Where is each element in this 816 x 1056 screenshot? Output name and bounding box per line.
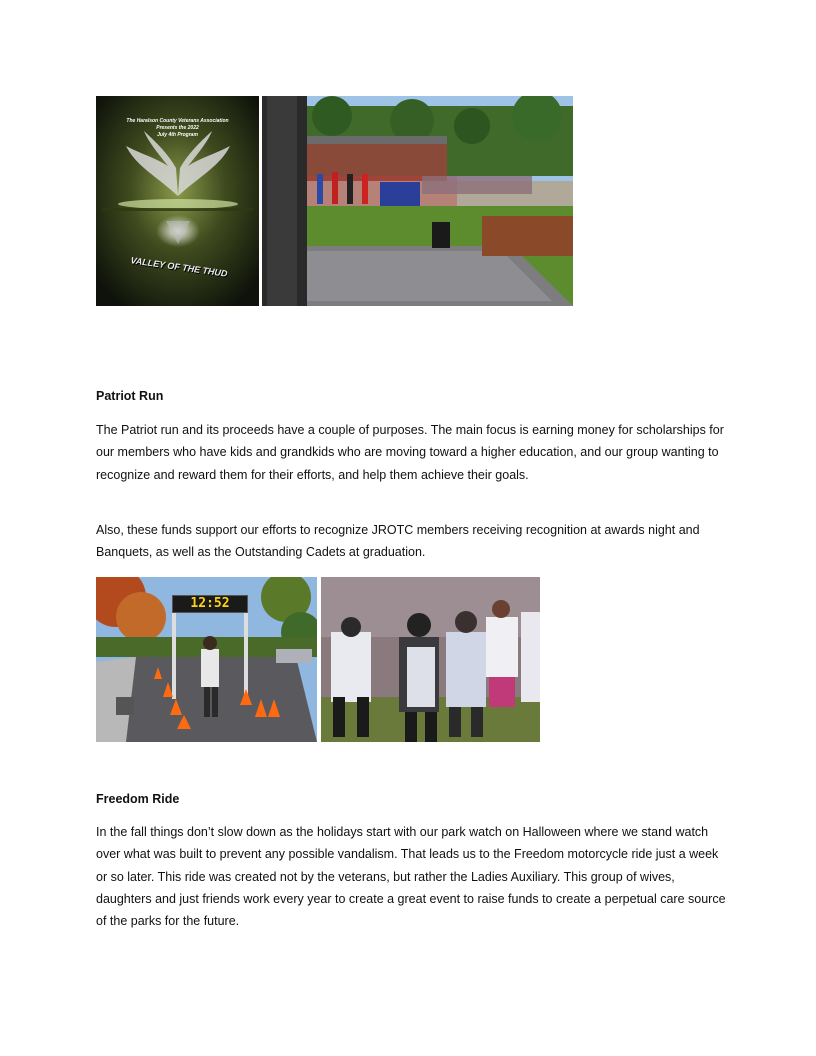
section-heading-patriot-run: Patriot Run [96, 389, 164, 403]
race-clock: 12:52 [172, 595, 248, 613]
cover-line-2: Presents the 2022 [156, 125, 199, 131]
cover-line-3: July 4th Program [157, 132, 198, 138]
cover-line-1: The Haralson County Veterans Association [126, 118, 229, 124]
freedom-ride-paragraph: In the fall things don’t slow down as the holidays start with our park watch on Halloween where we stand watch over what was built to prevent any possible vandalism. That leads us to the Freedom motorcycle ride just a week or so later. This ride was created not by the veterans, but rather the Ladies Auxiliary. This group of wives, daughters and just friends work every year to create a great event to raise funds to create a perpetual care source of the parks for the future. [96, 825, 726, 929]
patriot-run-paragraph-2: Also, these funds support our efforts to recognize JROTC members receiving recognition at awards night and Banquets, as well as the Outstanding Cadets at graduation. [96, 523, 700, 560]
section-heading-freedom-ride: Freedom Ride [96, 792, 180, 806]
memorial-park-photo [262, 96, 573, 306]
race-finish-photo [96, 577, 317, 742]
patriot-run-paragraph-1: The Patriot run and its proceeds have a couple of purposes. The main focus is earning money for scholarships for our members who have kids and grandkids who are moving toward a higher education, and our group wanting to recognize and reward them for their efforts, and help them achieve their goals. [96, 423, 724, 482]
cover-title: VALLEY OF THE THUD [129, 255, 229, 279]
program-cover-image [96, 96, 259, 306]
runners-group-photo [321, 577, 540, 742]
